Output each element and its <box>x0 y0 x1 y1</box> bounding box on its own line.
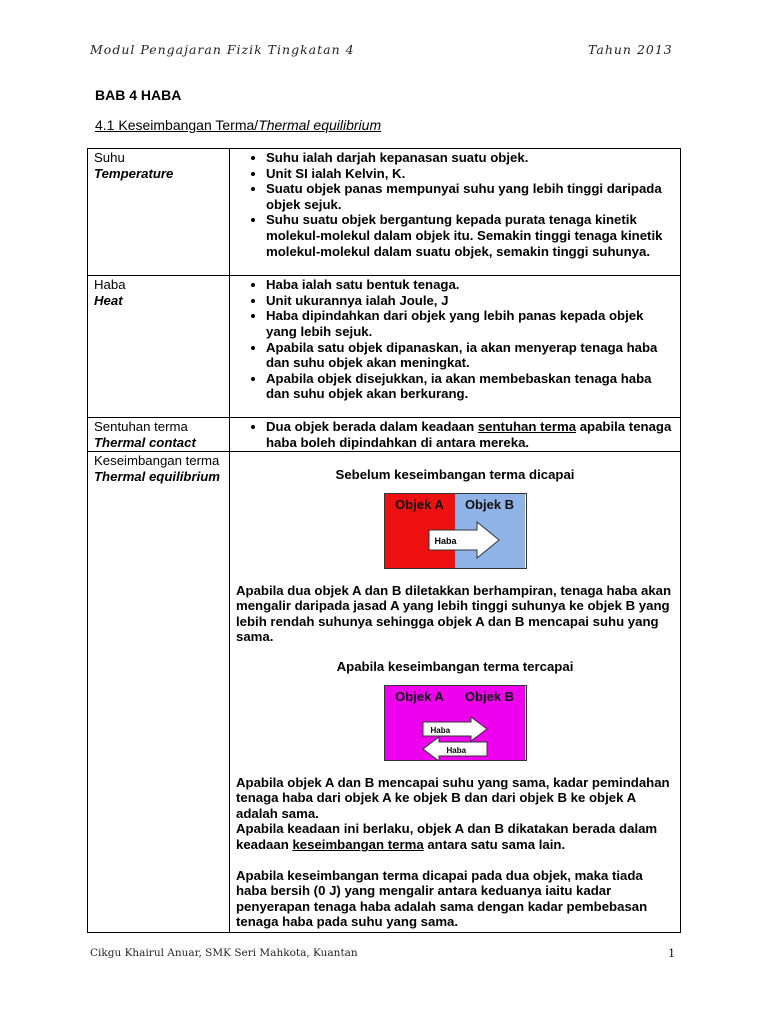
list-item: • Suhu ialah darjah kepanasan suatu objek. <box>266 150 674 166</box>
list-item <box>266 419 674 450</box>
footer-author: Cikgu Khairul Anuar, SMK Seri Mahkota, Kuantan <box>90 947 358 959</box>
diagram-at-equilibrium <box>384 685 527 761</box>
term-malay: Haba <box>94 277 126 293</box>
description-cell <box>230 452 681 933</box>
description-cell <box>230 276 681 418</box>
diagram-title-before: Sebelum keseimbangan terma dicapai <box>335 467 575 483</box>
object-a-hot: Objek A <box>385 494 455 568</box>
underlined-term: sentuhan terma <box>477 418 577 434</box>
list-item: • Haba dipindahkan dari objek yang lebih panas kepada objek yang lebih sejuk. <box>266 308 674 339</box>
running-header-year: Tahun 2013 <box>588 42 673 57</box>
list-item: • Apabila satu objek dipanaskan, ia akan menyerap tenaga haba dan suhu objek akan meningkat. <box>266 340 674 371</box>
table-row <box>88 276 681 418</box>
table-row <box>88 149 681 276</box>
heat-arrow-label: Haba <box>434 535 457 546</box>
term-cell <box>88 149 230 276</box>
description-cell <box>230 417 681 451</box>
term-malay: Sentuhan terma <box>94 418 188 434</box>
term-english: Thermal contact <box>94 434 196 450</box>
bullet-list <box>236 150 674 259</box>
term-cell <box>88 417 230 451</box>
chapter-title: BAB 4 HABA <box>95 87 182 103</box>
term-cell <box>88 276 230 418</box>
description-cell <box>230 149 681 276</box>
term-english: Temperature <box>94 165 174 181</box>
running-header-title: Modul Pengajaran Fizik Tingkatan 4 <box>90 42 355 57</box>
list-item: • Suhu suatu objek bergantung kepada purata tenaga kinetik molekul-molekul dalam objek itu. Semakin tinggi tenaga kinetik molekul-molekul dalam suatu objek, semakin tinggi suhunya. <box>266 212 674 259</box>
paragraph-text: Apabila keadaan ini berlaku, objek A dan B dikatakan berada dalam keadaan <box>236 821 658 853</box>
paragraph: Apabila dua objek A dan B diletakkan berhampiran, tenaga haba akan mengalir daripada jasad A yang lebih tinggi suhunya ke objek B yang lebih rendah suhunya sehingga objek A dan B mencapai suhu yang sama. <box>236 582 672 645</box>
bullet-list <box>236 277 674 402</box>
underlined-term: keseimbangan terma <box>292 837 424 853</box>
bullet-text: Dua objek berada dalam keadaan <box>266 418 478 434</box>
section-title-my: 4.1 Keseimbangan Terma/ <box>95 117 259 133</box>
diagram-before-equilibrium <box>384 493 527 569</box>
list-item: • Haba ialah satu bentuk tenaga. <box>266 277 674 293</box>
paragraph: Apabila objek A dan B mencapai suhu yang sama, kadar pemindahan tenaga haba dari objek A ke objek B dan dari objek B ke objek A adalah sama. <box>236 774 670 821</box>
diagram-title-after: Apabila keseimbangan terma tercapai <box>336 659 574 675</box>
table-row <box>88 417 681 451</box>
paragraph-text: antara satu sama lain. <box>423 837 566 853</box>
list-item: • Suatu objek panas mempunyai suhu yang lebih tinggi daripada objek sejuk. <box>266 181 674 212</box>
section-title-en: Thermal equilibrium <box>258 117 382 133</box>
term-cell <box>88 452 230 933</box>
list-item: • Unit SI ialah Kelvin, K. <box>266 166 674 182</box>
table-row <box>88 452 681 933</box>
heat-arrow-label: Haba <box>446 745 467 755</box>
heat-arrow-label: Haba <box>430 725 451 735</box>
paragraph: Apabila keseimbangan terma dicapai pada dua objek, maka tiada haba bersih (0 J) yang mengalir antara keduanya iaitu kadar penyerapan tenaga haba adalah sama dengan kadar pembebasan tenaga haba pada suhu yang sama. <box>236 867 648 930</box>
term-english: Heat <box>94 292 123 308</box>
bullet-list <box>236 419 674 450</box>
section-title <box>95 117 381 133</box>
paragraph <box>236 821 674 852</box>
bullet-text: apabila tenaga haba boleh dipindahkan di antara mereka. <box>266 418 672 450</box>
list-item: • Unit ukurannya ialah Joule, J <box>266 293 674 309</box>
term-english: Thermal equilibrium <box>94 468 221 484</box>
object-b: Objek B <box>455 686 525 760</box>
page-number: 1 <box>668 946 676 960</box>
heat-arrow-icon <box>385 494 526 568</box>
term-malay: Suhu <box>94 150 125 165</box>
object-a: Objek A <box>385 686 455 760</box>
list-item: • Apabila objek disejukkan, ia akan membebaskan tenaga haba dan suhu objek akan berkurang. <box>266 371 674 402</box>
object-b-cold: Objek B <box>455 494 525 568</box>
definitions-table <box>87 148 681 933</box>
term-malay: Keseimbangan terma <box>94 453 220 469</box>
